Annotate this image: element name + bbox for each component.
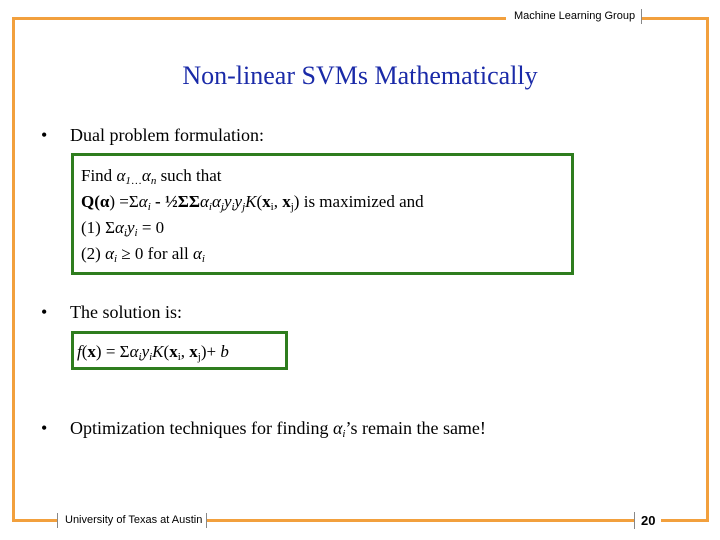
dual-formulation-box: [71, 153, 574, 275]
bullet-marker: •: [41, 125, 48, 145]
bullet-text: Dual problem formulation:: [70, 125, 264, 145]
bullet-text: The solution is:: [70, 302, 182, 322]
solution-formula-box: $f(x) = \Sigma\alpha_iy_iK(x_i$, $x_j)+ b$: [71, 331, 288, 370]
formula-line-constraint-2: (2) $\alpha_i \ge 0$ for all $\alpha_i$: [81, 244, 205, 265]
formula-line-constraint-1: (1) $\Sigma\alpha_iy_i = 0$: [81, 218, 165, 239]
footer-institution: University of Texas at Austin: [57, 513, 207, 528]
group-label: Machine Learning Group: [506, 9, 642, 24]
slide-title: Non-linear SVMs Mathematically: [182, 61, 538, 90]
formula-line-objective: $Q(\alpha) =\Sigma\alpha_i$ - $\frac{1}{2}\Sigma\Sigma\alpha_i\alpha_jy_iy_jK(x_i$, $x_j$) is maximized and: [81, 192, 424, 213]
page-number: 20: [634, 512, 661, 529]
bullet-marker: •: [41, 418, 48, 438]
bullet-marker: •: [41, 302, 48, 322]
formula-line-find: Find $\alpha_{1\dots}\alpha_n$ such that: [81, 166, 222, 187]
bullet-text: Optimization techniques for finding $\alpha_i’s$ remain the same!: [70, 418, 486, 440]
